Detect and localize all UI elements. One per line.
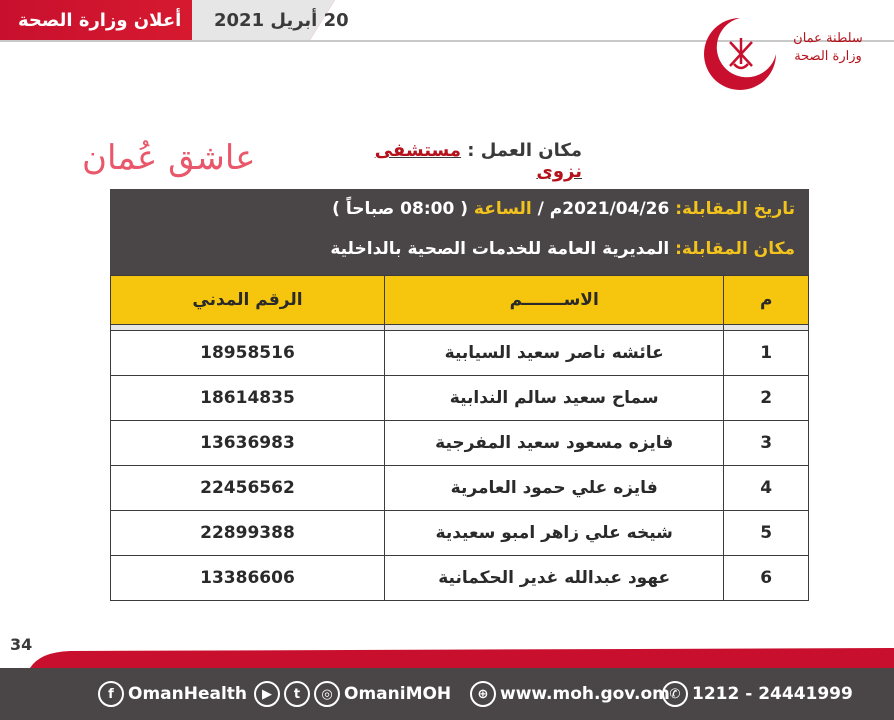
row-index: 4 <box>724 466 809 511</box>
workplace-label: مكان العمل : <box>467 140 582 161</box>
ministry-name-line1: سلطنة عمان <box>793 31 863 46</box>
interview-place-line <box>330 239 795 259</box>
facebook-icon: f <box>98 681 124 707</box>
interview-time-label: الساعة <box>473 199 532 219</box>
table-row <box>111 331 809 376</box>
row-name: شيخه علي زاهر امبو سعيدية <box>384 511 724 556</box>
watermark-text: عاشق عُمان <box>82 138 256 178</box>
announcement-title: أعلان وزارة الصحة <box>18 10 182 31</box>
row-index: 2 <box>724 376 809 421</box>
candidates-table <box>110 275 809 601</box>
row-name: عائشه ناصر سعيد السيابية <box>384 331 724 376</box>
twitter-icon: t <box>284 681 310 707</box>
row-index: 1 <box>724 331 809 376</box>
ministry-name <box>768 30 888 66</box>
row-civil-id: 13636983 <box>111 421 385 466</box>
announcement-date: 20 أبريل 2021 <box>214 10 349 31</box>
header-civil-id: الرقم المدني <box>111 276 385 325</box>
phone-link[interactable] <box>662 681 853 707</box>
table-header-row <box>111 276 809 325</box>
interview-date-line <box>332 199 795 219</box>
workplace <box>330 140 582 182</box>
row-civil-id: 18614835 <box>111 376 385 421</box>
web-icon: ⊕ <box>470 681 496 707</box>
social-handle: OmaniMOH <box>344 684 452 704</box>
row-index: 3 <box>724 421 809 466</box>
phone-icon: ✆ <box>662 681 688 707</box>
table-row <box>111 466 809 511</box>
row-name: سماح سعيد سالم الندابية <box>384 376 724 421</box>
row-name: فايزه مسعود سعيد المفرجية <box>384 421 724 466</box>
youtube-icon: ▶ <box>254 681 280 707</box>
interview-date-value: 2021/04/26م <box>549 199 670 219</box>
interview-separator: / <box>537 199 544 219</box>
header-index: م <box>724 276 809 325</box>
phone-number: 1212 - 24441999 <box>692 684 853 704</box>
footer-red-band <box>0 648 894 668</box>
table-row <box>111 376 809 421</box>
header-name: الاســـــــم <box>384 276 724 325</box>
row-civil-id: 18958516 <box>111 331 385 376</box>
instagram-icon: ◎ <box>314 681 340 707</box>
row-name: فايزه علي حمود العامرية <box>384 466 724 511</box>
table-row <box>111 511 809 556</box>
table-row <box>111 421 809 466</box>
row-civil-id: 22899388 <box>111 511 385 556</box>
footer-bar <box>0 668 894 720</box>
interview-place-value: المديرية العامة للخدمات الصحية بالداخلية <box>330 239 670 259</box>
interview-place-label: مكان المقابلة: <box>675 239 795 259</box>
row-name: عهود عبدالله غدير الحكمانية <box>384 556 724 601</box>
row-civil-id: 13386606 <box>111 556 385 601</box>
ministry-name-line2: وزارة الصحة <box>794 49 862 64</box>
interview-date-label: تاريخ المقابلة: <box>675 199 795 219</box>
website-url: www.moh.gov.om <box>500 684 670 704</box>
interview-time-value: ( 08:00 صباحاً ) <box>332 199 468 219</box>
social-links[interactable] <box>254 681 451 707</box>
page-number: 34 <box>10 635 33 654</box>
workplace-value: مستشفى نزوى <box>374 140 582 182</box>
row-index: 6 <box>724 556 809 601</box>
facebook-link[interactable] <box>98 681 247 707</box>
row-index: 5 <box>724 511 809 556</box>
website-link[interactable] <box>470 681 670 707</box>
row-civil-id: 22456562 <box>111 466 385 511</box>
facebook-handle: OmanHealth <box>128 684 248 704</box>
table-row <box>111 556 809 601</box>
interview-info-panel <box>110 189 809 275</box>
